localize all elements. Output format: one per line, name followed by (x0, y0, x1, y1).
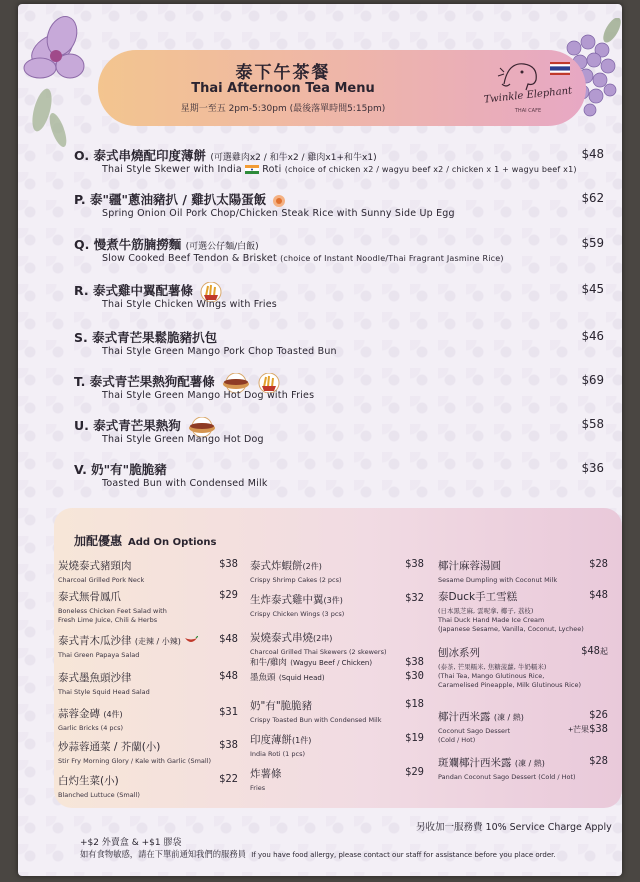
item-name-en: Slow Cooked Beef Tendon & Brisket (102, 253, 277, 264)
add-on-name-en-line2: (Cold / Hot) (438, 736, 476, 744)
item-name-en-suffix: Roti (259, 164, 282, 175)
add-on-name-en: India Roti (1 pcs) (250, 750, 305, 758)
add-on-name-zh: 蒜蓉金磚 (58, 708, 100, 720)
add-on-item (438, 755, 608, 791)
menu-item-u (74, 416, 604, 456)
add-on-item (58, 739, 238, 773)
menu-item-q (74, 235, 604, 275)
add-on-price2-prefix: +芒果 (568, 725, 590, 734)
add-on-name-zh: 奶"有"脆脆豬 (250, 700, 313, 712)
item-name-en: Thai Style Green Mango Pork Chop Toasted Bun (102, 346, 337, 357)
add-on-name-zh: 椰汁麻蓉湯圓 (438, 560, 501, 572)
item-name-en: Thai Style Green Mango Hot Dog with Fries (102, 390, 315, 401)
add-on-price: $28 (589, 755, 608, 767)
add-on-note-zh: (4件) (103, 710, 123, 719)
allergy-note-zh: 如有食物敏感，請在下單前通知我們的服務員 (80, 849, 246, 859)
add-on-name-zh: 印度薄餅 (250, 734, 292, 746)
add-on-note-zh: (走辣 / 小辣) (134, 637, 181, 646)
item-price: $46 (581, 328, 604, 343)
item-name-en: Spring Onion Oil Pork Chop/Chicken Steak Rice with Sunny Side Up Egg (102, 208, 455, 219)
add-on-item (250, 732, 424, 766)
add-on-note-zh: (凍 / 熱) (493, 713, 524, 722)
add-on-item (250, 698, 424, 732)
logo-subtitle: THAI CAFE (514, 108, 542, 114)
add-on-title-en: Add On Options (128, 537, 217, 548)
item-note-en: (choice of Instant Noodle/Thai Fragrant Jasmine Rice) (280, 254, 504, 263)
menu-item-v (74, 460, 604, 500)
item-note-zh: (可選雞肉x2 / 和牛x2 / 雞肉x1+和牛x1) (210, 153, 377, 163)
item-note-en: (choice of chicken x2 / wagyu beef x2 / chicken x 1 + wagyu beef x1) (284, 165, 577, 174)
menu-item-s (74, 328, 604, 368)
add-on-column-3 (438, 558, 608, 791)
item-name-zh: P. 泰"疆"蔥油豬扒 / 雞扒太陽蛋飯 (74, 192, 267, 207)
add-on-panel (54, 508, 622, 808)
item-price: $59 (581, 235, 604, 250)
add-on-note-zh: (凍 / 熱) (514, 759, 545, 768)
menu-item-o (74, 146, 604, 186)
add-on-price2: $38 (589, 723, 608, 735)
add-on-column-2 (250, 558, 424, 802)
add-on-name-zh: 斑斕椰汁西米露 (438, 757, 512, 769)
logo-name: Twinkle Elephant (483, 85, 573, 106)
add-on-column-1 (58, 558, 238, 809)
menu-title-banner (98, 50, 586, 126)
menu-item-p (74, 190, 604, 230)
add-on-name-en: Pandan Coconut Sago Dessert (Cold / Hot) (438, 773, 576, 781)
add-on-name-en-inline: (Wagyu Beef / Chicken) (290, 659, 373, 667)
add-on-price: $19 (405, 732, 424, 744)
item-price: $58 (581, 416, 604, 431)
add-on-name-en: Boneless Chicken Feet Salad with (58, 607, 167, 615)
item-name-zh: S. 泰式青芒果鬆脆豬扒包 (74, 330, 218, 345)
item-name-en: Thai Style Skewer with India (102, 164, 246, 175)
add-on-name-zh: 炒蒜蓉通菜 / 芥蘭(小) (58, 741, 161, 753)
add-on-note-zh: (2件) (302, 562, 322, 571)
item-name-zh: Q. 慢煮牛筋腩撈麵 (74, 237, 182, 252)
chili-icon (184, 636, 198, 644)
add-on-name-en: Crispy Shrimp Cakes (2 pcs) (250, 576, 342, 584)
add-on-name-zh: 泰式炸蝦餅 (250, 560, 303, 572)
add-on-price: $38 (219, 558, 238, 570)
add-on-sub-name-en: (Squid Head) (278, 674, 325, 682)
add-on-item (250, 630, 424, 656)
add-on-note-zh: (2串) (313, 634, 333, 643)
add-on-title-zh: 加配優惠 (74, 534, 123, 548)
add-on-price: $26 (589, 709, 608, 721)
add-on-name-en: Thai Green Papaya Salad (58, 651, 140, 659)
item-price: $62 (581, 190, 604, 205)
add-on-item (438, 709, 608, 755)
thai-flag-icon (550, 62, 570, 75)
add-on-item (250, 558, 424, 592)
item-name-en: Thai Style Chicken Wings with Fries (102, 299, 277, 310)
add-on-flavors-en: (Japanese Sesame, Vanilla, Coconut, Lychee) (438, 625, 584, 633)
add-on-price: $38 (219, 739, 238, 751)
add-on-price: $48 (589, 589, 608, 601)
add-on-name-en: Crispy Chicken Wings (3 pcs) (250, 610, 345, 618)
indian-flag-icon (245, 165, 259, 174)
add-on-price-suffix: 起 (600, 647, 608, 656)
menu-title-en: Thai Afternoon Tea Menu (191, 81, 375, 96)
item-name-zh: T. 泰式青芒果熱狗配薯條 (74, 374, 215, 389)
add-on-item (250, 766, 424, 802)
add-on-name-en: Charcoal Grilled Pork Neck (58, 576, 145, 584)
add-on-price: $48 (219, 670, 238, 682)
menu-item-r (74, 281, 604, 321)
add-on-name-zh: 泰式無骨鳳爪 (58, 591, 121, 603)
add-on-price: $32 (405, 592, 424, 604)
add-on-item (58, 670, 238, 706)
add-on-item (250, 656, 424, 698)
add-on-flavors-en-line2: Caramelised Pineapple, Milk Glutinous Rice) (438, 681, 582, 689)
add-on-item (438, 589, 608, 645)
add-on-item (58, 558, 238, 589)
add-on-note-zh: (3件) (323, 596, 343, 605)
service-charge-note: 另收加一服務費 10% Service Charge Apply (416, 822, 612, 833)
menu-sheet (18, 4, 622, 876)
add-on-name-zh: 白灼生菜(小) (58, 775, 119, 787)
add-on-name-zh: 泰Duck手工雪糕 (438, 591, 518, 603)
add-on-item (58, 773, 238, 809)
add-on-item (58, 633, 238, 670)
add-on-price: $18 (405, 698, 424, 710)
add-on-item (438, 645, 608, 709)
add-on-name-en: Garlic Bricks (4 pcs) (58, 724, 124, 732)
item-name-zh: V. 奶"有"脆脆豬 (74, 462, 167, 477)
item-note-zh: (可選公仔麵/白飯) (185, 242, 259, 252)
add-on-name-zh: 生炸泰式雞中翼 (250, 594, 324, 606)
add-on-name-zh: 炭燒泰式串燒 (250, 632, 313, 644)
item-price: $69 (581, 372, 604, 387)
add-on-title (74, 532, 216, 549)
menu-title-zh: 泰下午茶餐 (235, 63, 331, 83)
add-on-item (438, 558, 608, 589)
add-on-price: $48 (219, 633, 238, 645)
add-on-name-zh: 炭燒泰式豬頸肉 (58, 560, 132, 572)
add-on-sub-price: $30 (405, 670, 424, 682)
item-name-zh: R. 泰式雞中翼配薯條 (74, 283, 193, 298)
add-on-price: $29 (219, 589, 238, 601)
add-on-price: $38 (405, 558, 424, 570)
add-on-name-en: Charcoal Grilled Thai Skewers (2 skewers) (250, 648, 387, 656)
add-on-sub-name-zh: 墨魚頭 (250, 673, 276, 683)
add-on-price: $31 (219, 706, 238, 718)
add-on-name-en: Thai Style Squid Head Salad (58, 688, 150, 696)
add-on-price: $38 (405, 656, 424, 668)
orchid-flower-icon (22, 10, 94, 160)
add-on-price: $28 (589, 558, 608, 570)
add-on-price: $48 (581, 645, 600, 657)
add-on-name-en: Stir Fry Morning Glory / Kale with Garlic (Small) (58, 757, 212, 765)
add-on-note-zh: (1件) (292, 736, 312, 745)
add-on-name-en-line2: Fresh Lime Juice, Chili & Herbs (58, 616, 158, 624)
add-on-item (250, 592, 424, 630)
add-on-name-zh: 泰式青木瓜沙律 (58, 635, 132, 647)
chili-sticker-icon (272, 194, 286, 208)
add-on-name-en: Sesame Dumpling with Coconut Milk (438, 576, 558, 584)
add-on-flavors-en: (Thai Tea, Mango Glutinous Rice, (438, 672, 545, 680)
item-name-en: Thai Style Green Mango Hot Dog (102, 434, 264, 445)
allergy-note-en: If you have food allergy, please contact our staff for assistance before you place order. (251, 851, 556, 859)
item-price: $36 (581, 460, 604, 475)
item-price: $45 (581, 281, 604, 296)
add-on-name-zh: 椰汁西米露 (438, 711, 491, 723)
item-name-zh: U. 泰式青芒果熱狗 (74, 418, 181, 433)
item-name-zh: O. 泰式串燒配印度薄餅 (74, 148, 206, 163)
item-name-en: Toasted Bun with Condensed Milk (102, 478, 268, 489)
menu-item-t (74, 372, 604, 412)
allergy-note (80, 848, 556, 860)
restaurant-logo (470, 54, 580, 122)
add-on-flavors-zh: (日本黑芝麻, 雲呢拿, 椰子, 荔枝) (438, 607, 534, 615)
menu-hours: 星期一至五 2pm-5:30pm (最後落單時間5:15pm) (180, 104, 386, 114)
add-on-name-en: Coconut Sago Dessert (438, 727, 511, 735)
add-on-name-en: Crispy Toasted Bun with Condensed Milk (250, 716, 382, 724)
add-on-name-zh: 泰式墨魚頭沙律 (58, 672, 132, 684)
add-on-item (58, 706, 238, 739)
add-on-name-en: Thai Duck Hand Made Ice Cream (438, 616, 545, 624)
add-on-price: $22 (219, 773, 238, 785)
add-on-price: $29 (405, 766, 424, 778)
add-on-item (58, 589, 238, 633)
add-on-name-en: Fries (250, 784, 266, 792)
takeaway-note: +$2 外賣盒 & +$1 膠袋 (80, 838, 182, 848)
add-on-name-zh: 炸薯條 (250, 768, 282, 780)
add-on-name-en: Blanched Luttuce (Small) (58, 791, 140, 799)
add-on-name-zh: 和牛/雞肉 (250, 658, 287, 668)
add-on-name-zh: 刨冰系列 (438, 647, 480, 659)
item-price: $48 (581, 146, 604, 161)
add-on-flavors-zh: (泰茶, 芒果糯米, 焦糖菠蘿, 牛奶糯米) (438, 663, 547, 671)
